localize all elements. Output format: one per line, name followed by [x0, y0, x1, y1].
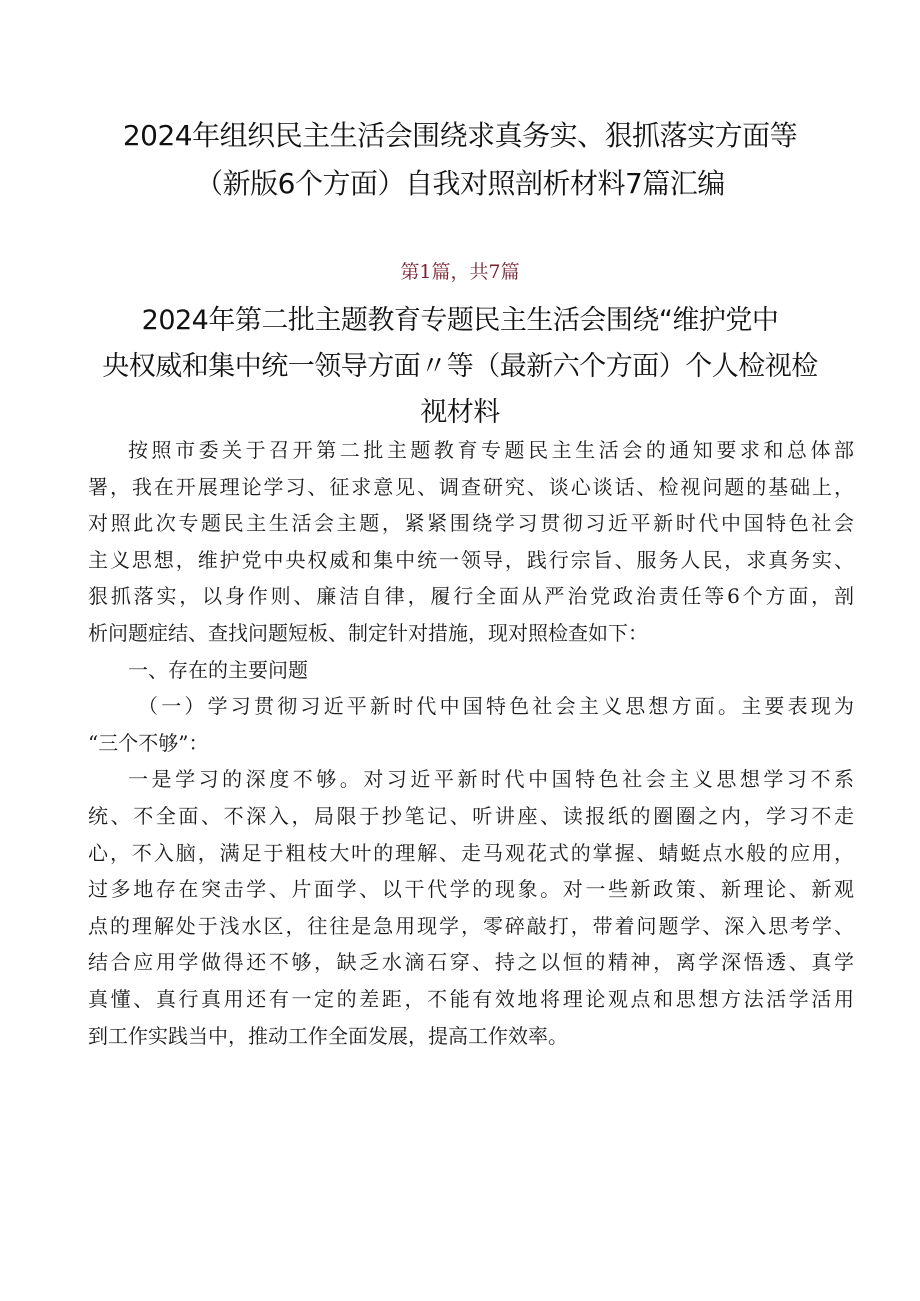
document-title: [60, 112, 860, 208]
paragraph-line: 狠抓落实，以身作则、廉洁自律，履行全面从严治党政治责任等6个方面，剖: [88, 584, 854, 609]
paragraph-line: 结合应用学做得还不够，缺乏水滴石穿、持之以恒的精神，离学深悟透、真学: [88, 950, 854, 975]
section-heading-line: 一、存在的主要问题: [128, 657, 308, 682]
paragraph-line: （一）学习贯彻习近平新时代中国特色社会主义思想方面。主要表现为: [138, 694, 854, 719]
paragraph-line: 统、不全面、不深入，局限于抄笔记、听讲座、读报纸的圈圈之内，学习不走: [88, 803, 854, 828]
document-title-line: 2024年组织民主生活会围绕求真务实、狠抓落实方面等: [122, 119, 798, 152]
part-title: [70, 298, 850, 436]
paragraph-line: 心，不入脑，满足于粗枝大叶的理解、走马观花式的掌握、蜻蜓点水般的应用，: [88, 840, 854, 865]
paragraph-line: 点的理解处于浅水区，往往是急用现学，零碎敲打，带着问题学、深入思考学、: [88, 913, 854, 938]
paragraph-line: 主义思想，维护党中央权威和集中统一领导，践行宗旨、服务人民，求真务实、: [88, 547, 854, 572]
detail-paragraph: [88, 761, 854, 1054]
paragraph-line: 署，我在开展理论学习、征求意见、调查研究、谈心谈话、检视问题的基础上，: [88, 474, 854, 499]
paragraph-line: 一是学习的深度不够。对习近平新时代中国特色社会主义思想学习不系: [128, 767, 854, 792]
document-body: [88, 432, 854, 1054]
paragraph-line: “三个不够”：: [88, 730, 209, 755]
section-heading: [88, 652, 854, 689]
paragraph-line: 析问题症结、查找问题短板、制定针对措施，现对照检查如下：: [88, 620, 648, 645]
part-title-line: 2024年第二批主题教育专题民主生活会围绕“维护党中: [141, 305, 779, 336]
part-title-line: 央权威和集中统一领导方面〃等（最新六个方面）个人检视检: [102, 351, 818, 382]
paragraph-line: 过多地存在突击学、片面学、以干代学的现象。对一些新政策、新理论、新观: [88, 877, 854, 902]
subsection-paragraph: [88, 688, 854, 761]
paragraph-line: 到工作实践当中，推动工作全面发展，提高工作效率。: [88, 1023, 568, 1048]
document-title-line: （新版6个方面）自我对照剖析材料7篇汇编: [195, 167, 725, 200]
part-title-line: 视材料: [420, 397, 500, 428]
paragraph-line: 对照此次专题民主生活会主题，紧紧围绕学习贯彻习近平新时代中国特色社会: [88, 511, 854, 536]
paragraph-line: 真懂、真行真用还有一定的差距，不能有效地将理论观点和思想方法活学活用: [88, 986, 854, 1011]
part-counter: 第1篇，共7篇: [400, 261, 520, 283]
paragraph-line: 按照市委关于召开第二批主题教育专题民主生活会的通知要求和总体部: [128, 438, 854, 462]
intro-paragraph: [88, 432, 854, 652]
